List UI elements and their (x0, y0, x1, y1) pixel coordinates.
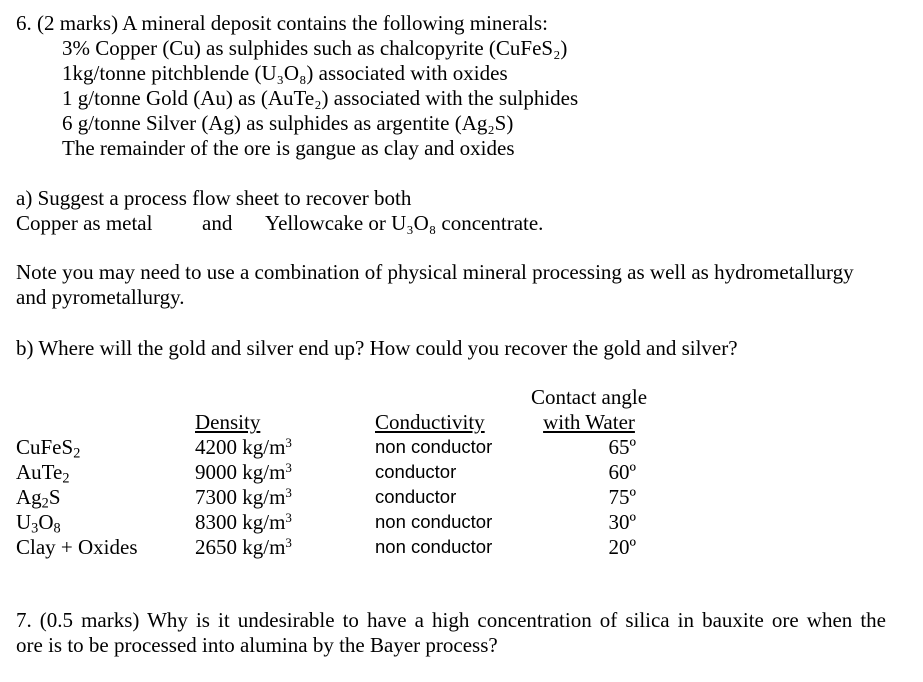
q6-heading: 6. (2 marks) A mineral deposit contains the following minerals: (16, 11, 548, 35)
conductivity-value: non conductor (375, 536, 493, 557)
mineral-name: $Ag_2S$ (16, 485, 61, 512)
part-a-question: a) Suggest a process flow sheet to recover both (16, 186, 412, 210)
density-value: 4200 $kg/m^3$ (195, 434, 292, 459)
conductivity-value: conductor (375, 486, 457, 507)
q7-line-1-text: 7. (0.5 marks) Why is it undesirable to have a high concentration of silica in bauxite ore when the (16, 608, 886, 632)
contact-angle-value: 75º (608, 485, 636, 509)
mineral-name: Clay + Oxides (16, 535, 138, 559)
contact-angle-value: 30º (608, 510, 636, 534)
header-density: Density (195, 410, 261, 434)
contact-angle-value: 60º (608, 460, 636, 484)
conductivity-value: conductor (375, 461, 457, 482)
conductivity-value: non conductor (375, 511, 493, 532)
conductivity-value: non conductor (375, 436, 493, 457)
mineral-copper: 3% Copper (Cu) as sulphides such as chalcopyrite (CuFeS₂) (62, 36, 568, 60)
header-with-water: with Water (543, 410, 635, 434)
note-line-1: Note you may need to use a combination of physical mineral processing as well as hydrometallurgy (16, 260, 854, 284)
mineral-pitchblende: 1kg/tonne pitchblende (U₃O₈) associated with oxides (62, 61, 508, 85)
q7-line-2: ore is to be processed into alumina by the Bayer process? (16, 633, 498, 657)
contact-angle-value: 20º (608, 535, 636, 559)
header-conductivity: Conductivity (375, 410, 485, 434)
density-value: 9000 $kg/m^3$ (195, 459, 292, 484)
mineral-name: CuFeS$_2$ (16, 435, 81, 462)
mineral-name: $U_3O_8$ (16, 510, 61, 537)
note-line-2: and pyrometallurgy. (16, 285, 185, 309)
q7-line-1 (16, 608, 886, 632)
part-a-copper: Copper as metal (16, 211, 153, 235)
density-value: 7300 $kg/m^3$ (195, 484, 292, 509)
density-value: 2650 $kg/m^3$ (195, 534, 292, 559)
header-contact-angle: Contact angle (530, 385, 648, 409)
part-a-and: and (202, 211, 233, 235)
mineral-gangue: The remainder of the ore is gangue as clay and oxides (62, 136, 515, 160)
mineral-gold: 1 g/tonne Gold (Au) as (AuTe₂) associated with the sulphides (62, 86, 579, 110)
mineral-silver: 6 g/tonne Silver (Ag) as sulphides as argentite (Ag₂S) (62, 111, 514, 135)
density-value: 8300 $kg/m^3$ (195, 509, 292, 534)
part-b-question: b) Where will the gold and silver end up? How could you recover the gold and silver? (16, 336, 738, 360)
part-a-yellowcake: Yellowcake or U₃O₈ concentrate. (265, 211, 544, 235)
mineral-name: AuTe$_2$ (16, 460, 70, 487)
contact-angle-value: 65º (608, 435, 636, 459)
